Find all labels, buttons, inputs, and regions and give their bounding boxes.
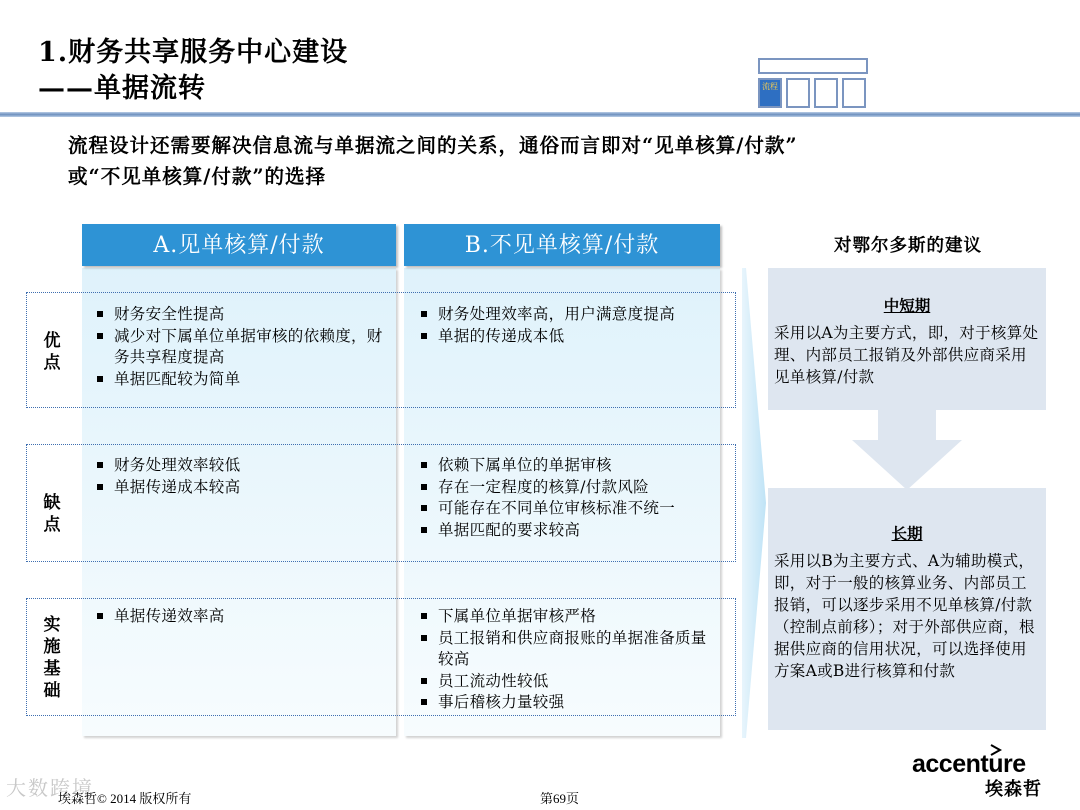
arrow-down-icon	[852, 410, 962, 490]
intro-text	[68, 130, 968, 192]
long-term-box	[768, 488, 1046, 730]
short-term-heading: 中短期	[883, 296, 931, 315]
pros-a-list	[92, 304, 392, 390]
list-item: 单据匹配的要求较高	[416, 520, 716, 542]
list-item: 财务安全性提高	[92, 304, 392, 326]
row-label-basis: 实 施 基 础	[43, 615, 61, 701]
logo-arrow-icon	[990, 744, 1002, 756]
basis-a-list	[92, 606, 392, 628]
list-item: 单据的传递成本低	[416, 326, 716, 348]
page-title: 1.财务共享服务中心建设	[38, 37, 349, 68]
logo-wordmark: accenture	[912, 750, 1026, 778]
nav-box-active[interactable]	[758, 78, 782, 108]
nav-bar	[758, 58, 868, 74]
intro-line-1: 流程设计还需要解决信息流与单据流之间的关系，通俗而言即对“见单核算/付款”	[68, 134, 798, 157]
list-item: 存在一定程度的核算/付款风险	[416, 477, 716, 499]
nav-box[interactable]	[814, 78, 838, 108]
watermark: 大数跨境	[6, 776, 94, 800]
column-a-header: A.见单核算/付款	[82, 224, 396, 266]
intro-line-2: 或“不见单核算/付款”的选择	[68, 165, 327, 188]
accenture-logo	[912, 750, 1042, 801]
list-item: 员工报销和供应商报账的单据准备质量较高	[416, 628, 716, 671]
list-item: 事后稽核力量较强	[416, 692, 716, 714]
list-item: 单据传递成本较高	[92, 477, 392, 499]
list-item: 员工流动性较低	[416, 671, 716, 693]
list-item: 下属单位单据审核严格	[416, 606, 716, 628]
chevron-right-icon	[742, 268, 768, 738]
list-item: 单据匹配较为简单	[92, 369, 392, 391]
long-term-heading: 长期	[891, 524, 923, 543]
page-subtitle: ——单据流转	[38, 73, 206, 104]
list-item: 单据传递效率高	[92, 606, 392, 628]
pros-b-list	[416, 304, 716, 347]
row-label-pros: 优 点	[43, 331, 61, 373]
title-rule	[0, 112, 1080, 117]
nav-box[interactable]	[842, 78, 866, 108]
cons-a-list	[92, 455, 392, 498]
logo-chinese: 埃森哲	[985, 779, 1042, 800]
short-term-text: 采用以A为主要方式，即，对于核算处理、内部员工报销及外部供应商采用见单核算/付款	[774, 324, 1039, 386]
list-item: 依赖下属单位的单据审核	[416, 455, 716, 477]
copyright: 埃森哲© 2014 版权所有	[58, 791, 192, 806]
basis-b-list	[416, 606, 716, 714]
nav-box[interactable]	[786, 78, 810, 108]
nav-box-label: 流程	[762, 82, 778, 91]
long-term-text: 采用以B为主要方式、A为辅助模式，即，对于一般的核算业务、内部员工报销，可以逐步采用不见单核算/付款（控制点前移）；对于外部供应商，根据供应商的信用状况，可以选择使用方案A或B进行核算和付款	[774, 552, 1035, 680]
recommendation-title: 对鄂尔多斯的建议	[834, 236, 982, 256]
list-item: 财务处理效率较低	[92, 455, 392, 477]
row-label-cons: 缺 点	[43, 493, 61, 535]
column-b-header: B.不见单核算/付款	[404, 224, 720, 266]
page-number: 第69页	[540, 791, 580, 806]
list-item: 财务处理效率高，用户满意度提高	[416, 304, 716, 326]
list-item: 减少对下属单位单据审核的依赖度，财务共享程度提高	[92, 326, 392, 369]
cons-b-list	[416, 455, 716, 541]
list-item: 可能存在不同单位审核标准不统一	[416, 498, 716, 520]
short-term-box	[768, 268, 1046, 410]
